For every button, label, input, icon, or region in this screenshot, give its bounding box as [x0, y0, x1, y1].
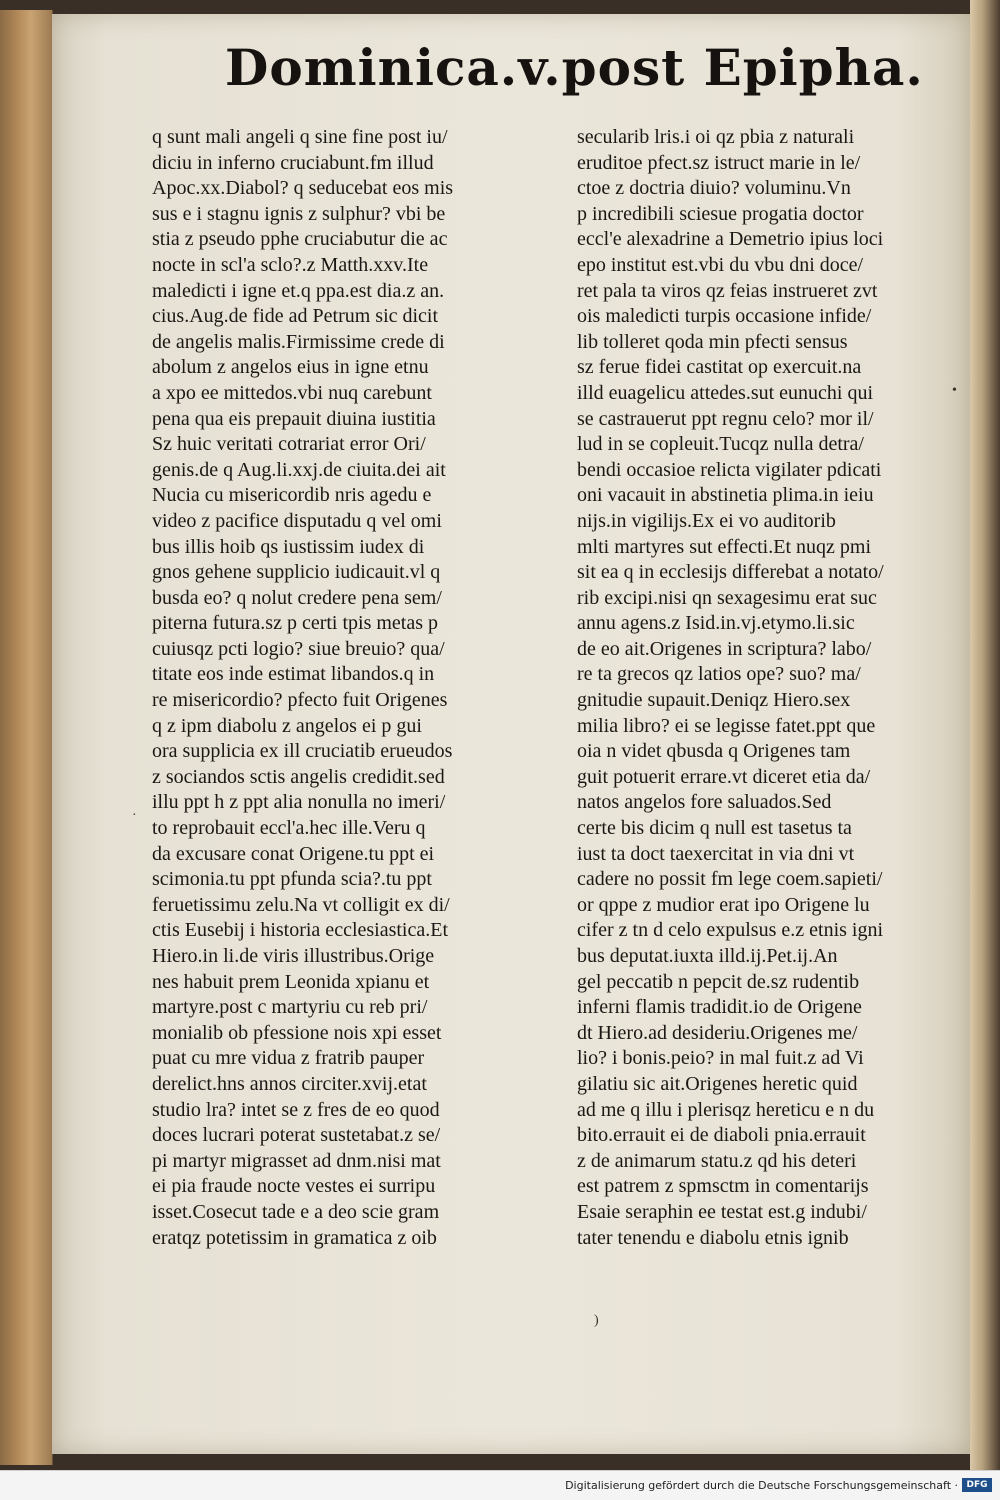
running-head: Dominica.v.post Epipha. [225, 38, 924, 97]
left-column-line: illu ppt h z ppt alia nonulla no imeri/ [152, 791, 446, 814]
right-column-line: re ta grecos qz latios ope? suo? ma/ [577, 663, 861, 686]
right-column-line: ctoe z doctria diuio? voluminu.Vn [577, 177, 851, 200]
left-column-line: nocte in scl'a sclo?.z Matth.xxv.Ite [152, 253, 429, 276]
left-column-line: abolum z angelos eius in igne etnu [152, 356, 429, 379]
right-column-line: secularib lris.i oi qz pbia z naturali [577, 126, 855, 148]
right-column-line: sit ea q in ecclesijs differebat a notato/ [577, 561, 884, 584]
right-column-line: Esaie seraphin ee testat est.g indubi/ [577, 1200, 867, 1223]
right-column-line: p incredibili sciesue progatia doctor [577, 202, 864, 225]
left-column-line: martyre.post c martyriu cu reb pri/ [152, 996, 428, 1019]
left-column-line: de angelis malis.Firmissime crede di [152, 330, 445, 353]
left-column-line: z sociandos sctis angelis credidit.sed [152, 765, 445, 788]
left-column-line: eratqz potetissim in gramatica z oib [152, 1226, 437, 1249]
book-edge-right [970, 0, 1000, 1470]
dfg-logo[interactable]: DFG [962, 1478, 992, 1492]
left-column-line: ei pia fraude nocte vestes ei surripu [152, 1175, 436, 1198]
right-column-line: illd euagelicu attedes.sut eunuchi qui [577, 381, 874, 404]
left-column-line: maledicti i igne et.q ppa.est dia.z an. [152, 279, 445, 302]
right-column-line: iust ta doct taexercitat in via dni vt [577, 842, 855, 865]
left-column-line: diciu in inferno cruciabunt.fm illud [152, 151, 434, 174]
left-column-line: pena qua eis prepauit diuina iustitia [152, 407, 436, 430]
right-column-line: cifer z tn d celo expulsus e.z etnis igni [577, 919, 884, 942]
left-column-line: video z pacifice disputadu q vel omi [152, 509, 442, 532]
left-column-line: Nucia cu misericordib nris agedu e [152, 484, 432, 507]
left-column-line: genis.de q Aug.li.xxj.de ciuita.dei ait [152, 458, 446, 481]
left-column-line: q z ipm diabolu z angelos ei p gui [152, 714, 422, 737]
right-column-line: epo institut est.vbi du vbu dni doce/ [577, 253, 864, 276]
right-column-line: certe bis dicim q null est tasetus ta [577, 817, 852, 840]
left-column-line: da excusare conat Origene.tu ppt ei [152, 842, 435, 865]
left-column-line: pi martyr migrasset ad dnm.nisi mat [152, 1149, 441, 1172]
left-column-line: bus illis hoib qs iustissim iudex di [152, 535, 425, 558]
right-column-line: gilatiu sic ait.Origenes heretic quid [577, 1072, 858, 1095]
left-column-line: cuiusqz pcti logio? siue breuio? qua/ [152, 637, 445, 660]
text-column-right [577, 125, 947, 1251]
right-column-line: mlti martyres sut effecti.Et nuqz pmi [577, 535, 872, 558]
right-column-line: natos angelos fore saluados.Sed [577, 791, 832, 814]
footer-credit: Digitalisierung gefördert durch die Deutsche Forschungsgemeinschaft · [565, 1479, 958, 1492]
right-column-line: bito.errauit ei de diaboli pnia.errauit [577, 1124, 866, 1147]
left-column-line: busda eo? q nolut credere pena sem/ [152, 586, 442, 609]
right-column-line: gnitudie supauit.Deniqz Hiero.sex [577, 689, 851, 712]
left-column-line: feruetissimu zelu.Na vt colligit ex di/ [152, 893, 450, 916]
left-column-line: Apoc.xx.Diabol? q seducebat eos mis [152, 177, 454, 200]
right-column-line: milia libro? ei se legisse fatet.ppt que [577, 714, 876, 737]
right-column-line: or qppe z mudior erat ipo Origene lu [577, 893, 870, 916]
right-column-line: lud in se copleuit.Tucqz nulla detra/ [577, 433, 864, 456]
margin-mark-right: • [952, 383, 957, 398]
right-column-line: eruditoe pfect.sz istruct marie in le/ [577, 151, 861, 174]
right-column-line: gel peccatib n pepcit de.sz rudentib [577, 970, 860, 993]
left-column-line: gnos gehene supplicio iudicauit.vl q [152, 561, 441, 584]
left-column-line: stia z pseudo pphe cruciabutur die ac [152, 228, 448, 251]
left-column-line: a xpo ee mittedos.vbi nuq carebunt [152, 381, 432, 404]
left-column-line: puat cu mre vidua z fratrib pauper [152, 1047, 425, 1070]
left-column-line: ctis Eusebij i historia ecclesiastica.Et [152, 919, 449, 942]
right-column-line: inferni flamis tradidit.io de Origene [577, 996, 862, 1019]
margin-mark-left: · [132, 808, 137, 823]
right-column-line: ois maledicti turpis occasione infide/ [577, 305, 872, 328]
right-column-line: lio? i bonis.peio? in mal fuit.z ad Vi [577, 1047, 864, 1070]
right-column-line: guit potuerit errare.vt diceret etia da/ [577, 765, 871, 788]
right-column-line: lib tolleret qoda min pfecti sensus [577, 330, 848, 353]
right-column-line: se castrauerut ppt regnu celo? mor il/ [577, 407, 874, 430]
right-column-line: cadere no possit fm lege coem.sapieti/ [577, 868, 883, 891]
left-column-line: sus e i stagnu ignis z sulphur? vbi be [152, 202, 446, 225]
right-column-line: oni vacauit in abstinetia plima.in ieiu [577, 484, 874, 507]
left-column-line: derelict.hns annos circiter.xvij.etat [152, 1072, 427, 1095]
left-column-line: isset.Cosecut tade e a deo scie gram [152, 1200, 440, 1223]
right-column-line: oia n videt qbusda q Origenes tam [577, 740, 851, 763]
book-edge-left [0, 10, 53, 1465]
left-column-line: piterna futura.sz p certi tpis metas p [152, 612, 439, 635]
left-column-line: q sunt mali angeli q sine fine post iu/ [152, 126, 448, 148]
right-column-line: ret pala ta viros qz feias instrueret zvt [577, 279, 878, 302]
right-column-line: dt Hiero.ad desideriu.Origenes me/ [577, 1021, 858, 1044]
right-column-line: rib excipi.nisi qn sexagesimu erat suc [577, 586, 877, 609]
right-column-line: ad me q illu i plerisqz hereticu e n du [577, 1098, 875, 1121]
left-column-line: scimonia.tu ppt pfunda scia?.tu ppt [152, 868, 432, 891]
left-column-line: to reprobauit eccl'a.hec ille.Veru q [152, 817, 426, 840]
left-column-line: monialib ob pfessione nois xpi esset [152, 1021, 442, 1044]
left-column-line: titate eos inde estimat libandos.q in [152, 663, 435, 686]
left-column-line: nes habuit prem Leonida xpianu et [152, 970, 430, 993]
right-column-line: de eo ait.Origenes in scriptura? labo/ [577, 637, 872, 660]
left-column-line: Sz huic veritati cotrariat error Ori/ [152, 433, 426, 456]
right-column-line: eccl'e alexadrine a Demetrio ipius loci [577, 228, 884, 251]
bottom-mark: ) [594, 1313, 599, 1328]
right-column-line: nijs.in vigilijs.Ex ei vo auditorib [577, 509, 836, 532]
right-column-line: bus deputat.iuxta illd.ij.Pet.ij.An [577, 945, 838, 967]
left-column-line: re misericordio? pfecto fuit Origenes [152, 689, 448, 712]
right-column-line: bendi occasioe relicta vigilater pdicati [577, 458, 882, 481]
right-column-line: tater tenendu e diabolu etnis ignib [577, 1226, 849, 1249]
right-column-line: z de animarum statu.z qd his deteri [577, 1149, 857, 1172]
right-column-line: est patrem z spmsctm in comentarijs [577, 1175, 869, 1198]
left-column-line: cius.Aug.de fide ad Petrum sic dicit [152, 305, 439, 328]
text-column-left [152, 125, 572, 1251]
right-column-line: sz ferue fidei castitat op exercuit.na [577, 356, 862, 379]
right-column-line: annu agens.z Isid.in.vj.etymo.li.sic [577, 612, 855, 635]
left-column-line: Hiero.in li.de viris illustribus.Orige [152, 945, 435, 967]
left-column-line: doces lucrari poterat sustetabat.z se/ [152, 1124, 441, 1147]
footer-bar [0, 1470, 1000, 1500]
left-column-line: studio lra? intet se z fres de eo quod [152, 1098, 440, 1121]
left-column-line: ora supplicia ex ill cruciatib erueudos [152, 740, 453, 763]
